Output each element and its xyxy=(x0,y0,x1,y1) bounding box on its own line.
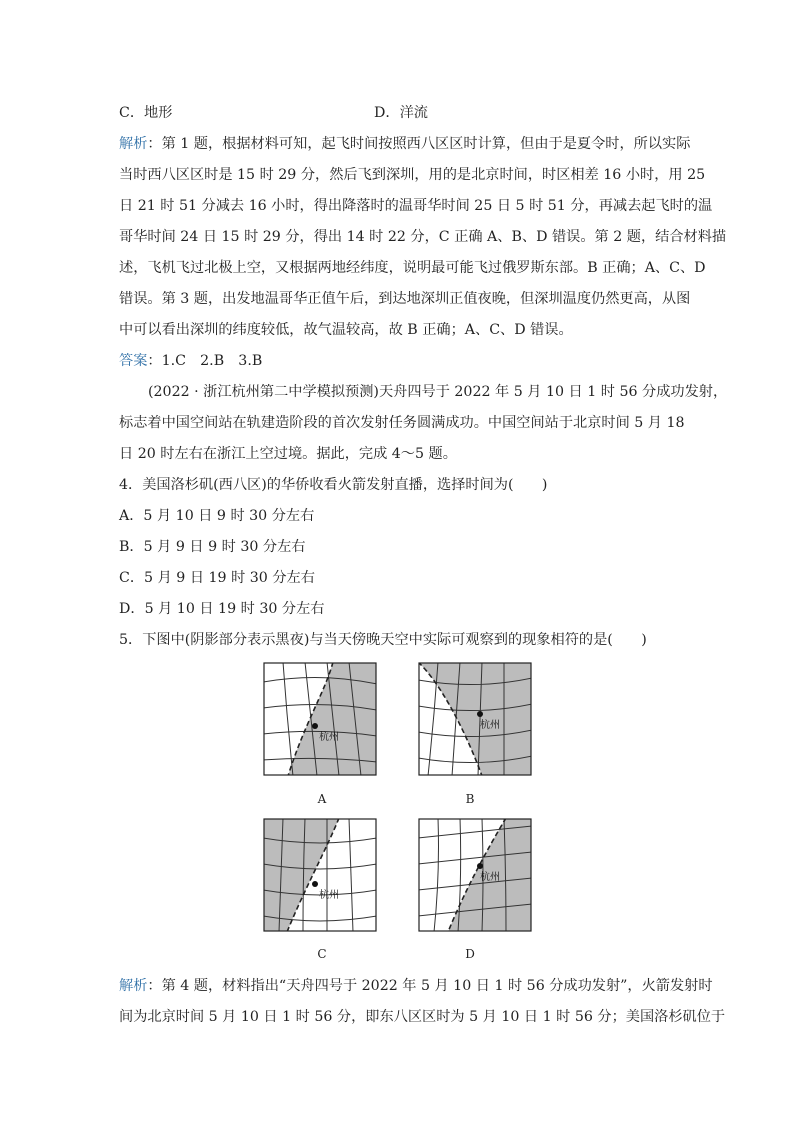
caption-b: B xyxy=(465,792,475,806)
analysis-line-3: 日 21 时 51 分减去 16 小时，得出降落时的温哥华时间 25 日 5 时 51 分，再减去起飞时的温 xyxy=(119,198,713,214)
question-4-option-c: C．5 月 9 日 19 时 30 分左右 xyxy=(119,570,315,586)
analysis-line-4: 哥华时间 24 日 15 时 29 分，得出 14 时 22 分，C 正确 A、B、D 错误。第 2 题，结合材料描 xyxy=(119,229,727,245)
analysis2-label: 解析 xyxy=(119,978,148,994)
city-label: 杭州 xyxy=(480,872,500,883)
city-label: 杭州 xyxy=(480,720,500,731)
city-dot xyxy=(477,711,483,717)
analysis2-line-1: 解析：第 4 题，材料指出“天舟四号于 2022 年 5 月 10 日 1 时 56 分成功发射”，火箭发射时 xyxy=(119,978,713,994)
answer-label: 答案 xyxy=(119,353,148,369)
answer-line: 答案：1.C 2.B 3.B xyxy=(119,353,263,369)
analysis2-line-2: 间为北京时间 5 月 10 日 1 时 56 分，即东八区区时为 5 月 10 日 1 时 56 分；美国洛杉矶位于 xyxy=(119,1009,726,1025)
diagram-d xyxy=(418,818,536,934)
question-4-option-d: D．5 月 10 日 19 时 30 分左右 xyxy=(119,601,325,617)
analysis-line-5: 述，飞机飞过北极上空，又根据两地经纬度，说明最可能飞过俄罗斯东部。B 正确；A、C、D xyxy=(119,260,706,276)
analysis-label: 解析 xyxy=(119,136,148,152)
diagram-a xyxy=(263,662,381,778)
night-shade xyxy=(263,818,339,932)
question-4-option-b: B．5 月 9 日 9 时 30 分左右 xyxy=(119,539,306,555)
material-line-3: 日 20 时左右在浙江上空过境。据此，完成 4～5 题。 xyxy=(119,446,457,462)
analysis-line-7: 中可以看出深圳的纬度较低，故气温较高，故 B 正确；A、C、D 错误。 xyxy=(119,322,573,338)
question-5-stem: 5．下图中(阴影部分表示黑夜)与当天傍晚天空中实际可观察到的现象相符的是( ) xyxy=(119,632,647,648)
option-d: D．洋流 xyxy=(374,105,428,121)
diagram-c xyxy=(263,818,381,934)
material-line-2: 标志着中国空间站在轨建造阶段的首次发射任务圆满成功。中国空间站于北京时间 5 月 18 xyxy=(119,415,685,431)
question-4-option-a: A．5 月 10 日 9 时 30 分左右 xyxy=(119,508,315,524)
city-dot xyxy=(312,723,318,729)
caption-c: C xyxy=(317,947,327,961)
caption-a: A xyxy=(317,792,327,806)
question-4-stem: 4．美国洛杉矶(西八区)的华侨收看火箭发射直播，选择时间为( ) xyxy=(119,477,548,493)
diagram-b xyxy=(418,662,536,778)
option-c: C．地形 xyxy=(119,105,173,121)
analysis-line-2: 当时西八区区时是 15 时 29 分，然后飞到深圳，用的是北京时间，时区相差 16 小时，用 25 xyxy=(119,167,706,183)
city-label: 杭州 xyxy=(319,732,339,743)
material-line-1: (2022 · 浙江杭州第二中学模拟预测)天舟四号于 2022 年 5 月 10 日 1 时 56 分成功发射， xyxy=(148,384,728,400)
analysis-line-6: 错误。第 3 题，出发地温哥华正值午后，到达地深圳正值夜晚，但深圳温度仍然更高，从图 xyxy=(119,291,691,307)
city-dot xyxy=(312,881,318,887)
city-dot xyxy=(477,863,483,869)
caption-d: D xyxy=(465,947,475,961)
city-label: 杭州 xyxy=(319,890,339,901)
analysis-line-1: 解析：第 1 题，根据材料可知，起飞时间按照西八区区时计算，但由于是夏令时，所以实际 xyxy=(119,136,691,152)
